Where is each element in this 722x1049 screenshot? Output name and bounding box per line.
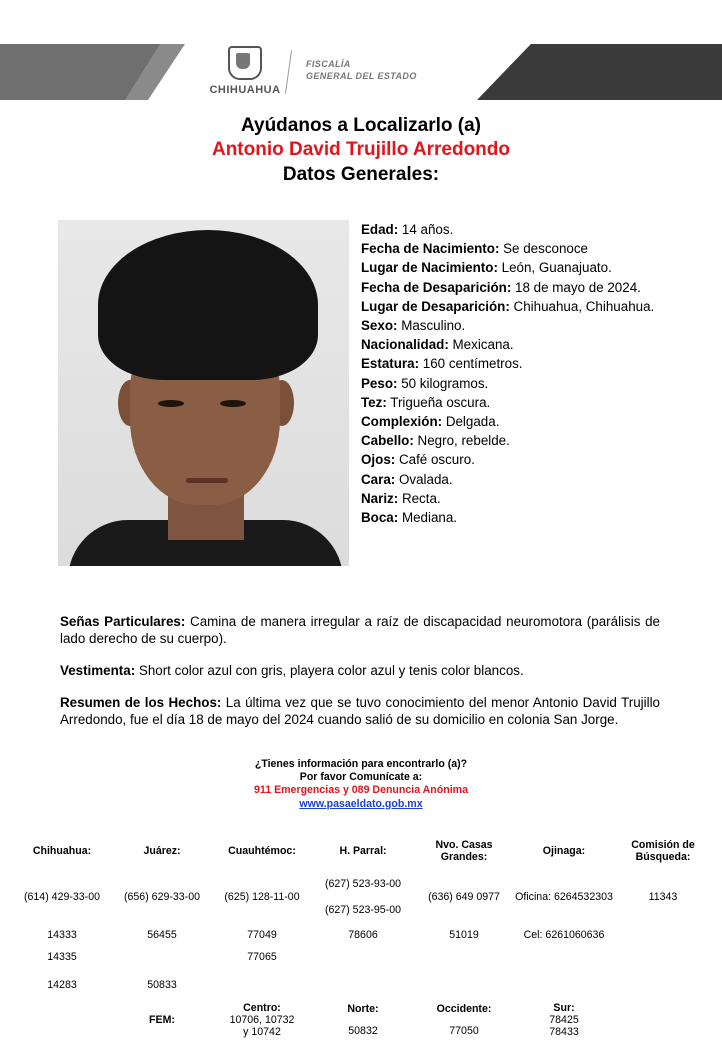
data-row — [361, 489, 661, 508]
data-label: Peso: — [361, 375, 398, 391]
chihuahua-logo — [190, 46, 300, 100]
emergency-numbers: 911 Emergencias y 089 Denuncia Anónima — [254, 784, 468, 797]
empty-cell — [212, 968, 312, 1002]
fem-norte-value: 50832 — [348, 1025, 378, 1037]
empty-cell — [514, 946, 614, 968]
data-row — [361, 258, 661, 277]
resumen-value: La última vez que se tuvo conocimiento del menor Antonio David Trujillo Arredondo, fue el día 18 de mayo del 2024 cuando salió de su domicilio en colonia San Jorge. — [60, 695, 660, 727]
header-ojinaga: Ojinaga: — [542, 845, 586, 857]
phone-directory-table — [12, 832, 712, 1038]
data-label: Fecha de Nacimiento: — [361, 241, 500, 257]
fem-norte — [312, 1002, 414, 1038]
phone-cuauhtemoc: (625) 128-11-00 — [224, 891, 300, 903]
senas-paragraph — [60, 614, 660, 647]
data-row — [361, 470, 661, 489]
title-block — [0, 114, 722, 188]
data-value: Ovalada. — [395, 471, 453, 487]
data-row — [361, 431, 661, 450]
data-label: Tez: — [361, 394, 387, 410]
data-row — [361, 278, 661, 297]
fiscalia-line1: FISCALÍA — [306, 59, 351, 69]
ext-cuauhtemoc-2: 77065 — [247, 951, 277, 963]
phone-juarez: (656) 629-33-00 — [124, 891, 200, 903]
header-parral: H. Parral: — [339, 845, 387, 857]
senas-value: Camina de manera irregular a raíz de discapacidad neuromotora (parálisis de lado derecho de su cuerpo). — [60, 614, 661, 646]
header-band-right — [477, 44, 722, 100]
data-label: Edad: — [361, 222, 399, 237]
data-value: 18 de mayo de 2024. — [511, 279, 641, 295]
fem-centro-label: Centro: — [243, 1002, 281, 1014]
phone-comision: 11343 — [648, 891, 678, 903]
ext-chihuahua-1: 14333 — [47, 929, 77, 941]
phone-parral-2: (627) 523-95-00 — [325, 904, 401, 916]
data-row — [361, 239, 661, 258]
data-label: Cabello: — [361, 433, 414, 449]
fem-sur-label: Sur: — [553, 1002, 575, 1014]
vestimenta-label: Vestimenta: — [60, 663, 136, 678]
senas-label: Señas Particulares: — [60, 614, 186, 629]
data-value: Mexicana. — [448, 337, 514, 353]
data-value: 50 kilogramos. — [397, 375, 489, 391]
data-row — [361, 335, 661, 354]
data-row — [361, 412, 661, 431]
ojinaga-cel: Cel: 6261060636 — [523, 929, 605, 941]
data-label: Fecha de Desaparición: — [361, 279, 512, 295]
fem-label: FEM: — [149, 1014, 175, 1026]
data-value: 160 centímetros. — [419, 356, 523, 372]
data-value: Recta. — [398, 490, 441, 506]
empty-cell — [614, 968, 712, 1002]
data-value: Se desconoce — [499, 241, 588, 257]
contact-please: Por favor Comunícate a: — [299, 771, 423, 784]
contact-block — [0, 758, 722, 811]
fem-sur-value: 78425 78433 — [549, 1014, 579, 1038]
data-row — [361, 297, 661, 316]
empty-cell — [614, 924, 712, 946]
resumen-label: Resumen de los Hechos: — [60, 695, 222, 710]
general-data-list — [361, 220, 661, 527]
fem-sur — [514, 1002, 614, 1038]
phone-chihuahua: (614) 429-33-00 — [24, 891, 100, 903]
fem-occidente-label: Occidente: — [436, 1003, 492, 1015]
header-casas-grandes: Nvo. Casas Grandes: — [435, 839, 493, 863]
phone-ojinaga: Oficina: 6264532303 — [515, 891, 613, 903]
data-row — [361, 508, 661, 527]
data-value: Masculino. — [397, 318, 466, 334]
data-label: Sexo: — [361, 318, 398, 334]
fiscalia-label — [306, 58, 417, 82]
fem-centro-value: 10706, 10732 y 10742 — [229, 1014, 295, 1038]
data-row — [361, 220, 661, 239]
phone-parral-1: (627) 523-93-00 — [325, 878, 401, 890]
photo-hair — [98, 230, 318, 380]
empty-cell — [514, 968, 614, 1002]
data-row — [361, 316, 661, 335]
data-label: Boca: — [361, 510, 399, 526]
data-row — [361, 354, 661, 373]
ext-cuauhtemoc-1: 77049 — [247, 929, 277, 941]
empty-cell — [312, 946, 414, 968]
header-comision: Comisión de Búsqueda: — [631, 839, 695, 863]
empty-cell — [112, 946, 212, 968]
state-seal-icon — [228, 46, 262, 80]
data-value: Mediana. — [398, 510, 458, 526]
data-label: Lugar de Nacimiento: — [361, 260, 498, 276]
data-label: Complexión: — [361, 414, 443, 430]
empty-cell — [614, 946, 712, 968]
header-cuauhtemoc: Cuauhtémoc: — [228, 845, 296, 857]
logo-text: CHIHUAHUA — [209, 84, 281, 96]
data-label: Lugar de Desaparición: — [361, 298, 510, 314]
data-row — [361, 450, 661, 469]
data-value: Chihuahua, Chihuahua. — [509, 298, 655, 314]
empty-cell — [414, 946, 514, 968]
section-title: Datos Generales: — [282, 164, 440, 185]
photo-eye — [220, 400, 246, 407]
data-label: Nacionalidad: — [361, 337, 449, 353]
title-help: Ayúdanos a Localizarlo (a) — [240, 115, 481, 136]
ext-juarez-2: 50833 — [147, 979, 177, 991]
phone-casas-grandes: (636) 649 0977 — [428, 891, 500, 903]
contact-question: ¿Tienes información para encontrarlo (a)? — [254, 758, 468, 770]
fem-norte-label: Norte: — [347, 1003, 379, 1015]
empty-cell — [414, 968, 514, 1002]
missing-person-photo — [58, 220, 349, 566]
photo-mouth — [186, 478, 228, 483]
header-chihuahua: Chihuahua: — [32, 845, 92, 857]
data-value: 14 años. — [398, 222, 454, 237]
ext-parral-1: 78606 — [348, 929, 378, 941]
data-row — [361, 393, 661, 412]
header-juarez: Juárez: — [143, 845, 181, 857]
data-value: Café oscuro. — [395, 452, 475, 468]
vestimenta-value: Short color azul con gris, playera color azul y tenis color blancos. — [135, 663, 524, 678]
ext-chihuahua-2: 14335 — [47, 951, 77, 963]
person-name: Antonio David Trujillo Arredondo — [211, 139, 510, 160]
pasaeldato-link[interactable]: www.pasaeldato.gob.mx — [299, 797, 423, 810]
resumen-paragraph — [60, 695, 660, 728]
empty-cell — [312, 968, 414, 1002]
data-value: Delgada. — [442, 414, 500, 430]
data-value: León, Guanajuato. — [497, 260, 612, 276]
data-label: Estatura: — [361, 356, 420, 372]
ext-casas-grandes-1: 51019 — [449, 929, 479, 941]
data-label: Cara: — [361, 471, 396, 487]
data-label: Ojos: — [361, 452, 396, 468]
header-banner — [0, 44, 722, 100]
fem-occidente-value: 77050 — [449, 1025, 479, 1037]
data-label: Nariz: — [361, 490, 399, 506]
vestimenta-paragraph — [60, 663, 660, 680]
fem-centro — [212, 1002, 312, 1038]
data-row — [361, 374, 661, 393]
fem-occidente — [414, 1002, 514, 1038]
phone-parral — [312, 870, 414, 924]
ext-juarez-1: 56455 — [147, 929, 177, 941]
empty-cell — [614, 1002, 712, 1038]
ext-chihuahua-3: 14283 — [47, 979, 77, 991]
data-value: Negro, rebelde. — [413, 433, 510, 449]
empty-cell — [12, 1002, 112, 1038]
fiscalia-line2: GENERAL DEL ESTADO — [306, 71, 417, 81]
photo-eye — [158, 400, 184, 407]
data-value: Trigueña oscura. — [386, 394, 491, 410]
